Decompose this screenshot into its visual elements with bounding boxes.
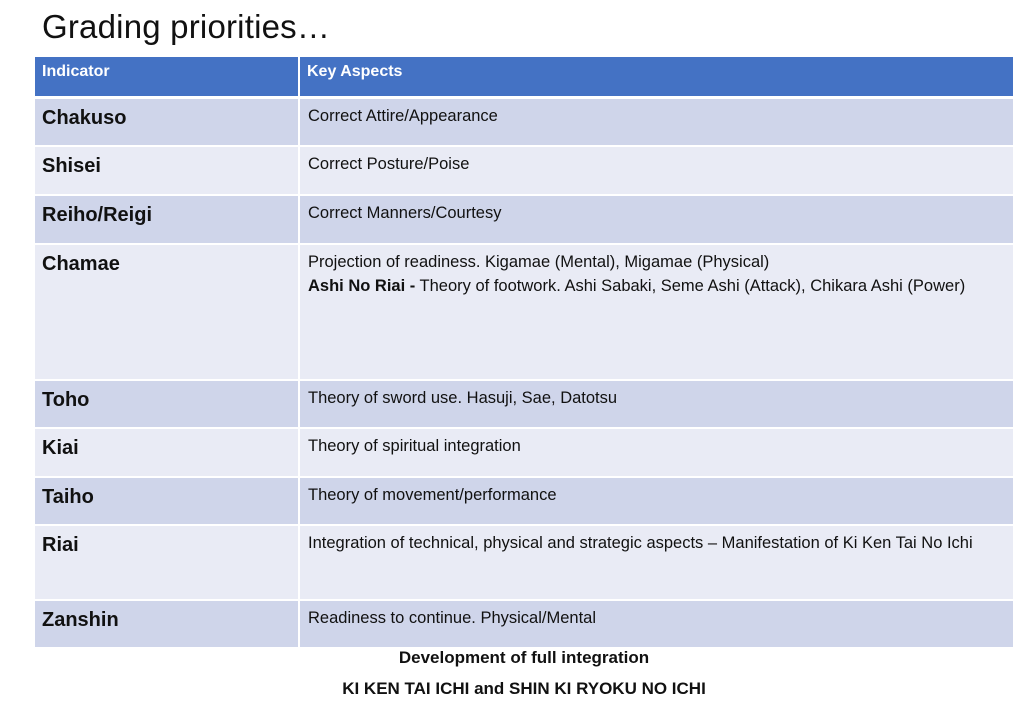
header-indicator: Indicator — [35, 57, 299, 97]
aspect-cell — [299, 244, 1013, 380]
header-key-aspects: Key Aspects — [299, 57, 1013, 97]
table-row — [35, 380, 1013, 428]
table-header-row — [35, 57, 1013, 97]
indicator-cell: Zanshin — [35, 600, 299, 648]
table-row — [35, 195, 1013, 244]
aspect-cell: Integration of technical, physical and strategic aspects – Manifestation of Ki Ken Tai No Ichi — [299, 525, 1013, 600]
table-row — [35, 146, 1013, 195]
aspect-cell: Correct Posture/Poise — [299, 146, 1013, 195]
aspect-cell: Theory of spiritual integration — [299, 428, 1013, 477]
indicator-cell: Kiai — [35, 428, 299, 477]
grading-table — [35, 57, 1013, 649]
aspect-cell: Theory of movement/performance — [299, 477, 1013, 525]
aspect-cell: Theory of sword use. Hasuji, Sae, Datotsu — [299, 380, 1013, 428]
table-row — [35, 244, 1013, 380]
footer-ki-ken-tai-text: KI KEN TAI ICHI and SHIN KI RYOKU NO ICHI — [342, 679, 706, 698]
table-row — [35, 477, 1013, 525]
indicator-cell: Chakuso — [35, 97, 299, 146]
table-row — [35, 97, 1013, 146]
indicator-cell: Shisei — [35, 146, 299, 195]
indicator-cell: Chamae — [35, 244, 299, 380]
aspect-cell: Readiness to continue. Physical/Mental — [299, 600, 1013, 648]
footer-integration-text: Development of full integration — [398, 648, 650, 667]
aspect-line-1: Projection of readiness. Kigamae (Mental), Migamae (Physical) — [308, 253, 770, 271]
table-row — [35, 428, 1013, 477]
aspect-cell: Correct Manners/Courtesy — [299, 195, 1013, 244]
table-row — [35, 600, 1013, 648]
slide-title: Grading priorities… — [42, 8, 331, 45]
table-row — [35, 525, 1013, 600]
indicator-cell: Toho — [35, 380, 299, 428]
indicator-cell: Taiho — [35, 477, 299, 525]
aspect-bold-term: Ashi No Riai - — [308, 277, 416, 295]
aspect-line-2: Theory of footwork. Ashi Sabaki, Seme Ashi (Attack), Chikara Ashi (Power) — [415, 277, 966, 295]
aspect-cell: Correct Attire/Appearance — [299, 97, 1013, 146]
indicator-cell: Reiho/Reigi — [35, 195, 299, 244]
indicator-cell: Riai — [35, 525, 299, 600]
